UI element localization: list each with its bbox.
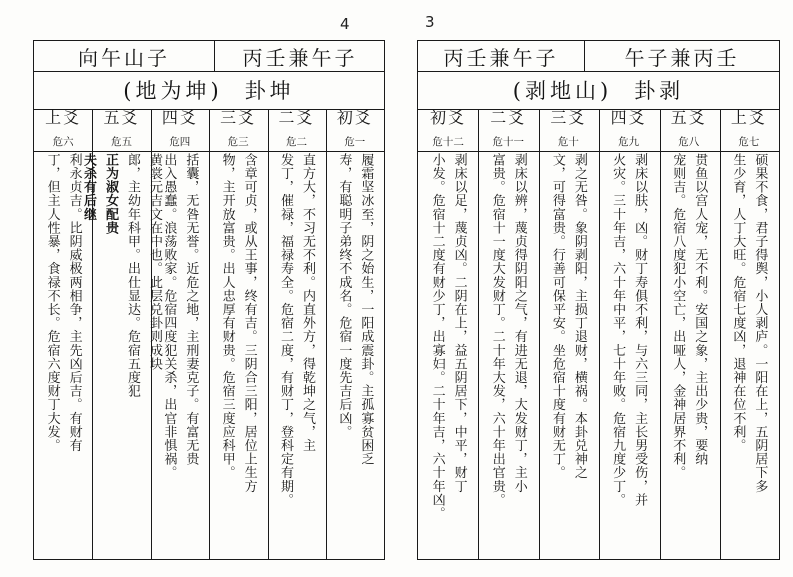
yao-text	[659, 153, 719, 555]
yao-text	[326, 153, 384, 555]
yao-label: 二爻	[490, 108, 527, 127]
wei-degree-label: 危十一	[492, 136, 524, 148]
wei-degree-label: 危一	[344, 136, 366, 148]
page-number-left: 4	[340, 15, 350, 33]
text-line: 贯鱼以宫人宠，无不利。安国之象，主出少贵，要纳	[692, 153, 708, 466]
yao-column	[538, 109, 598, 559]
yao-header	[209, 109, 267, 151]
text-line: 括囊，无咎无誉。近危之地，主刑妻克子。有富无贵	[183, 153, 199, 466]
yao-column	[209, 109, 267, 559]
gua-name: (剥地山)	[512, 79, 613, 103]
yao-header	[659, 109, 719, 151]
wei-degree-label: 危六	[52, 136, 74, 148]
yao-label: 三爻	[550, 108, 587, 127]
yao-text	[599, 153, 659, 555]
text-line: 正为淑女配贵	[103, 153, 118, 235]
text-line: 火灾。三十年吉，六十年中平，七十年败。危宿九度少丁。	[610, 153, 626, 507]
gua-label: 卦剥	[634, 79, 685, 103]
header-facing: 丙壬兼午子	[242, 45, 358, 70]
header-facing: 丙壬兼午子	[443, 45, 559, 70]
yao-label: 四爻	[161, 108, 198, 127]
yao-column	[81, 108, 162, 559]
yao-text	[209, 153, 267, 555]
wei-degree-label: 危九	[618, 136, 640, 148]
wei-degree-label: 危二	[285, 136, 307, 148]
yao-text	[478, 153, 538, 555]
yao-label: 初爻	[336, 108, 373, 127]
text-line: 剥之无咎。象阴剥阳，主损丁退财，横祸。本卦兑神之	[571, 153, 587, 480]
text-line: 丁，但主人性暴，食禄不长。危宿六度财丁大发。	[44, 153, 60, 453]
yao-column	[418, 109, 478, 559]
yao-header	[34, 109, 92, 151]
yao-header	[92, 109, 150, 151]
yao-text	[418, 153, 478, 555]
yao-header	[267, 109, 325, 151]
yao-text	[151, 153, 209, 555]
yao-header	[538, 109, 598, 151]
yao-text	[267, 153, 325, 555]
text-line: 小发。危宿十二度有财少丁，出寡妇。二十年吉，六十年凶。	[429, 153, 445, 521]
text-line: 发丁，催禄，福禄寿全。危宿二度，有财丁，登科定有期。	[277, 153, 293, 507]
yao-column	[719, 109, 779, 559]
text-line: 出入愚蠢。浪荡败家。危宿四度犯关杀，出官非惧祸。	[161, 153, 177, 480]
yao-text	[538, 153, 598, 555]
yao-column	[599, 109, 659, 559]
gua-label: 卦坤	[244, 79, 295, 103]
text-line: 硕果不食，君子得舆，小人剥庐。一阳在上，五阴居下多	[752, 153, 768, 493]
wei-degree-label: 危三	[227, 136, 249, 148]
yao-column	[151, 109, 209, 559]
text-line: 夫杀有后继	[81, 153, 96, 221]
text-line: 富贵。危宿十一度大发财丁。二十年大发，六十年出官贵。	[489, 153, 505, 507]
text-line: 履霜坚冰至，阴之始生，一阳成震卦。主孤寡贫困乏	[358, 153, 374, 466]
yao-label: 四爻	[610, 108, 647, 127]
text-line: 剥床以肤，凶。财丁寿俱不利，与六三同，主长男受伤，并	[632, 153, 648, 507]
text-line: 寿，有聪明子弟终不成名。危宿一度先吉后凶。	[336, 153, 352, 439]
yao-header	[719, 109, 779, 151]
left-page-table	[33, 40, 385, 560]
wei-degree-label: 危十	[557, 136, 579, 148]
yao-label: 上爻	[45, 108, 82, 127]
gua-title	[34, 71, 384, 109]
wei-degree-label: 危十二	[432, 136, 464, 148]
gua-title	[418, 71, 779, 109]
wei-degree-label: 危五	[110, 136, 132, 148]
right-page-table	[417, 40, 780, 560]
yao-header	[599, 109, 659, 151]
header-reverse: 午子兼丙壬	[624, 45, 740, 70]
yao-column	[267, 109, 325, 559]
yao-label: 三爻	[220, 108, 257, 127]
text-line: 郎，主幼年科甲。出仕显达。危宿五度犯	[125, 153, 140, 398]
wei-degree-label: 危七	[738, 136, 760, 148]
text-line: 直方大，不习无不利。内直外方，得乾坤之气，主	[299, 153, 315, 453]
yao-header	[151, 109, 209, 151]
text-line: 生少育，人丁大旺。危宿七度凶，退神在位不利。	[730, 153, 746, 453]
yao-label: 五爻	[103, 108, 140, 127]
text-line: 剥床以辨，蔑贞得阴阳之气，有进无退，大发财丁，主小	[511, 153, 527, 493]
text-line: 含章可贞，或从王事，终有吉。三阴合三阳，居位上生方	[241, 153, 257, 493]
text-line: 利永贞吉。比阴威极两相争，主先凶后吉。有财有	[66, 153, 82, 453]
yao-label: 初爻	[430, 108, 467, 127]
text-line: 黄裳元吉文在中也。此层兑卦则成块	[147, 153, 162, 371]
yao-text	[81, 153, 162, 555]
yao-column	[659, 109, 719, 559]
wei-degree-label: 危四	[169, 136, 191, 148]
text-line: 剥床以足，蔑贞凶。二阴在上，益五阴居下，中平，财丁	[451, 153, 467, 493]
gua-name: (地为坤)	[123, 79, 223, 103]
yao-header	[478, 109, 538, 151]
text-line: 文，可得富贵。行善可保平安。坐危宿十度有财无丁。	[549, 153, 565, 480]
yao-column	[326, 109, 384, 559]
text-line: 宠则吉。危宿八度犯小空亡，出哑人，金神居界不利。	[670, 153, 686, 480]
yao-header	[418, 109, 478, 151]
yao-label: 上爻	[730, 108, 767, 127]
page-number-right: 3	[425, 13, 435, 31]
yao-column	[478, 109, 538, 559]
text-line: 物，主开放富贵。出人忠厚有财贵。危宿三度应科甲。	[219, 153, 235, 480]
wei-degree-label: 危八	[678, 136, 700, 148]
yao-label: 二爻	[278, 108, 315, 127]
yao-label: 五爻	[670, 108, 707, 127]
yao-text	[719, 153, 779, 555]
header-direction: 向午山子	[78, 45, 170, 70]
yao-header	[326, 109, 384, 151]
